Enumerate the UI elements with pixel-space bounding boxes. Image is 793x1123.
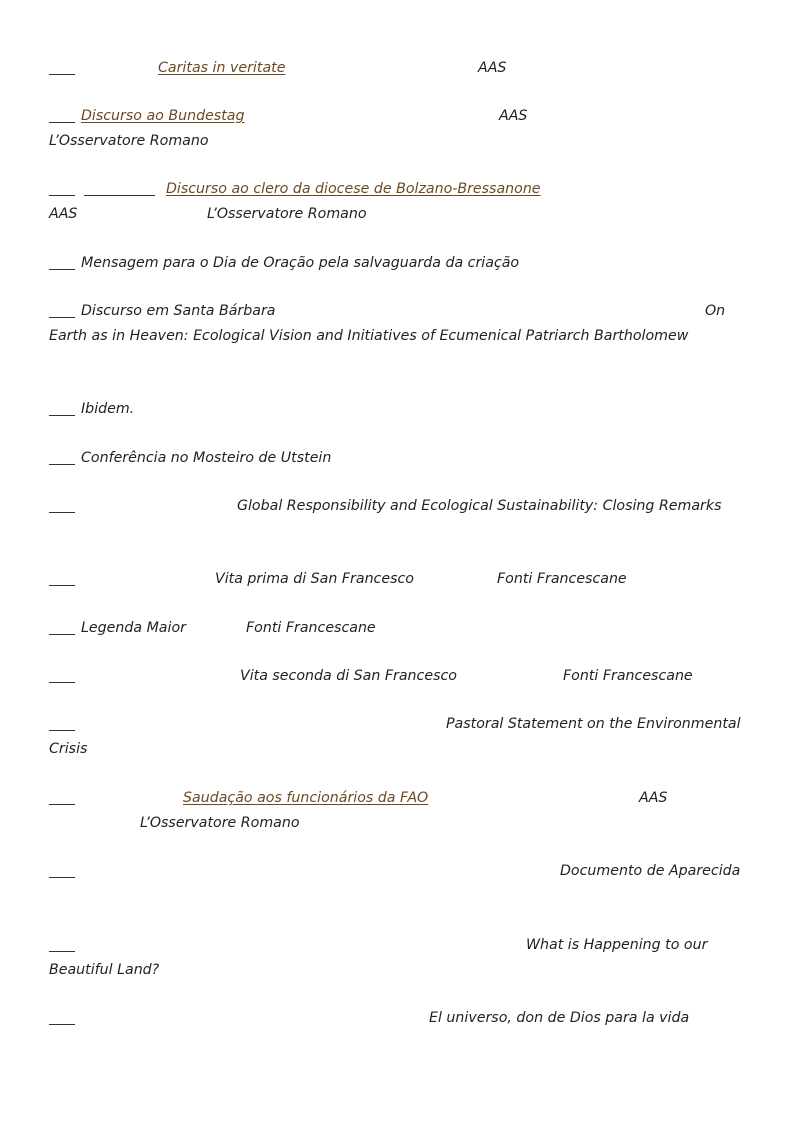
citation-source: AAS: [639, 790, 668, 806]
citation-source: Fonti Francescane: [497, 571, 627, 587]
citation-text: Vita seconda di San Francesco: [240, 668, 457, 684]
citation-text: L’Osservatore Romano: [140, 815, 300, 831]
citation-text: Ibidem.: [81, 401, 135, 417]
citation-source: AAS: [499, 108, 528, 124]
citation-text: El universo, don de Dios para la vida: [429, 1010, 690, 1026]
blank-line: [49, 122, 75, 123]
blank-line: [49, 877, 75, 878]
citation-text: Earth as in Heaven: Ecological Vision and Initiatives of Ecumenical Patriarch Bartholomew: [49, 328, 689, 344]
blank-line: [49, 74, 75, 75]
blank-line: [49, 730, 75, 731]
citation-text: Pastoral Statement on the Environmental: [446, 716, 741, 732]
citation-text: Discurso em Santa Bárbara: [81, 303, 276, 319]
citation-text: Mensagem para o Dia de Oração pela salvaguarda da criação: [81, 255, 520, 271]
citation-source: Fonti Francescane: [563, 668, 693, 684]
blank-line: [49, 1024, 75, 1025]
citation-text: Legenda Maior: [81, 620, 186, 636]
citation-text: Crisis: [49, 741, 88, 757]
blank-line: [49, 464, 75, 465]
citation-text: L’Osservatore Romano: [207, 206, 367, 222]
citation-source: Fonti Francescane: [246, 620, 376, 636]
citation-text: Documento de Aparecida: [560, 863, 741, 879]
blank-line: [49, 951, 75, 952]
citation-text: Beautiful Land?: [49, 962, 160, 978]
citation-source: AAS: [49, 206, 78, 222]
citation-text: Vita prima di San Francesco: [215, 571, 414, 587]
citation-text: Global Responsibility and Ecological Sustainability: Closing Remarks: [237, 498, 722, 514]
citation-source: AAS: [478, 60, 507, 76]
citation-link[interactable]: Discurso ao clero da diocese de Bolzano-Bressanone: [166, 181, 541, 197]
blank-line: [49, 317, 75, 318]
blank-line: [49, 585, 75, 586]
blank-line: [49, 269, 75, 270]
citation-link[interactable]: Discurso ao Bundestag: [81, 108, 245, 124]
blank-line: [49, 195, 75, 196]
citation-text: Conferência no Mosteiro de Utstein: [81, 450, 332, 466]
citation-text: On: [705, 303, 726, 319]
blank-line: [84, 195, 155, 196]
blank-line: [49, 804, 75, 805]
blank-line: [49, 634, 75, 635]
citation-link[interactable]: Saudação aos funcionários da FAO: [183, 790, 429, 806]
blank-line: [49, 512, 75, 513]
citation-text: L’Osservatore Romano: [49, 133, 209, 149]
blank-line: [49, 682, 75, 683]
citation-link[interactable]: Caritas in veritate: [158, 60, 286, 76]
citation-text: What is Happening to our: [526, 937, 708, 953]
blank-line: [49, 415, 75, 416]
